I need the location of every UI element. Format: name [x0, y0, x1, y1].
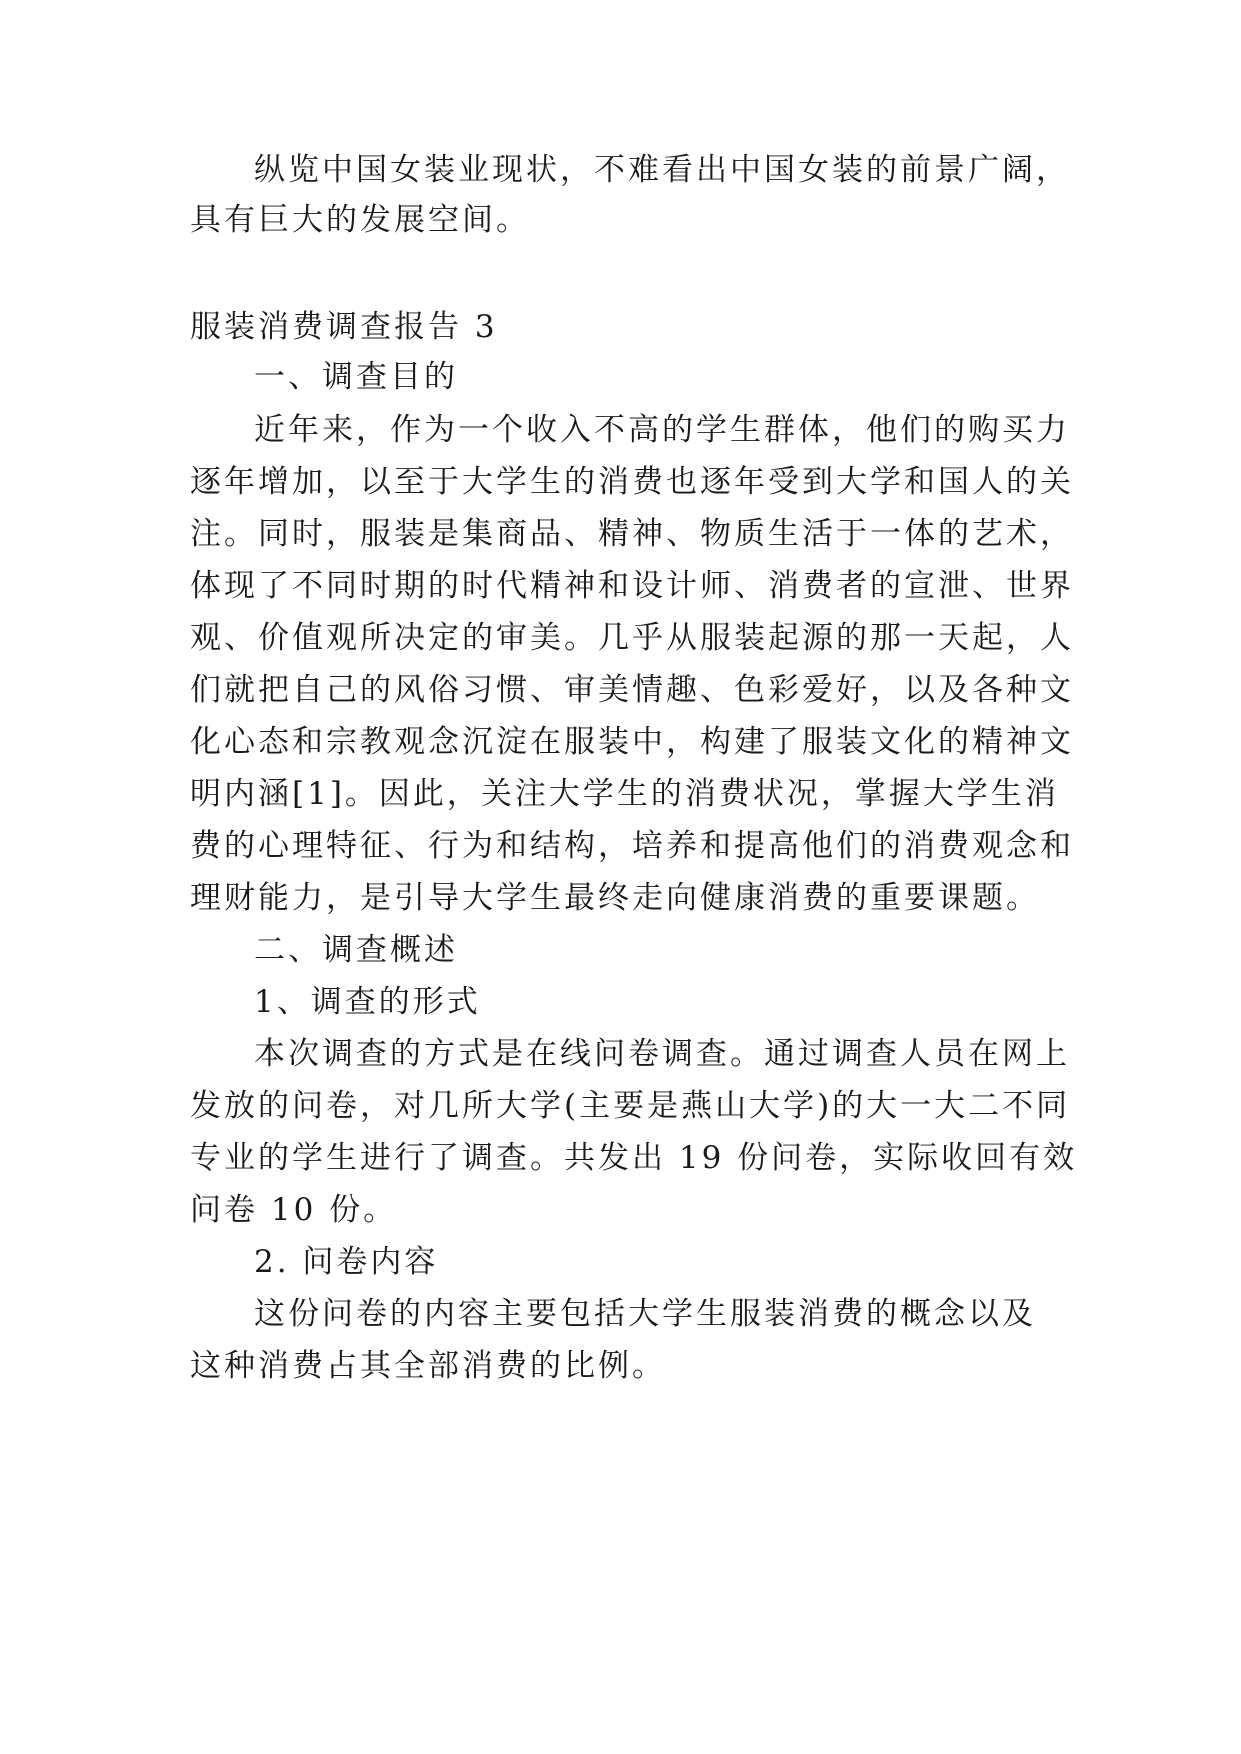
section2-sub1-line-2: 发放的问卷，对几所大学(主要是燕山大学)的大一大二不同 [190, 1088, 1071, 1124]
intro-line-2: 具有巨大的发展空间。 [190, 202, 530, 238]
section1-line-10: 理财能力，是引导大学生最终走向健康消费的重要课题。 [190, 880, 1040, 916]
section2-sub2-line-1: 这份问卷的内容主要包括大学生服装消费的概念以及 [254, 1296, 1036, 1332]
intro-line-1: 纵览中国女装业现状，不难看出中国女装的前景广阔， [254, 152, 1070, 188]
section1-line-5: 观、价值观所决定的审美。几乎从服装起源的那一天起，人 [190, 620, 1074, 656]
section2-sub1-line-1: 本次调查的方式是在线问卷调查。通过调查人员在网上 [254, 1036, 1070, 1072]
section2-sub1-heading: 1、调查的形式 [254, 984, 481, 1020]
section1-line-9: 费的心理特征、行为和结构，培养和提高他们的消费观念和 [190, 828, 1074, 864]
section2-sub2-heading: 2. 问卷内容 [254, 1244, 439, 1280]
section2-sub2-line-2: 这种消费占其全部消费的比例。 [190, 1348, 666, 1384]
section1-line-6: 们就把自己的风俗习惯、审美情趣、色彩爱好，以及各种文 [190, 672, 1074, 708]
section2-sub1-line-4: 问卷 10 份。 [190, 1192, 398, 1228]
section1-line-3: 注。同时，服装是集商品、精神、物质生活于一体的艺术， [190, 516, 1074, 552]
section1-line-7: 化心态和宗教观念沉淀在服装中，构建了服装文化的精神文 [190, 724, 1074, 760]
report-title: 服装消费调查报告 3 [190, 309, 498, 345]
section1-line-8: 明内涵[1]。因此，关注大学生的消费状况，掌握大学生消 [190, 776, 1059, 812]
section1-line-4: 体现了不同时期的时代精神和设计师、消费者的宣泄、世界 [190, 568, 1074, 604]
section1-heading: 一、调查目的 [254, 359, 458, 395]
section2-sub1-line-3: 专业的学生进行了调查。共发出 19 份问卷，实际收回有效 [190, 1140, 1078, 1176]
section2-heading: 二、调查概述 [254, 932, 458, 968]
section1-line-2: 逐年增加，以至于大学生的消费也逐年受到大学和国人的关 [190, 464, 1074, 500]
section1-line-1: 近年来，作为一个收入不高的学生群体，他们的购买力 [254, 412, 1070, 448]
